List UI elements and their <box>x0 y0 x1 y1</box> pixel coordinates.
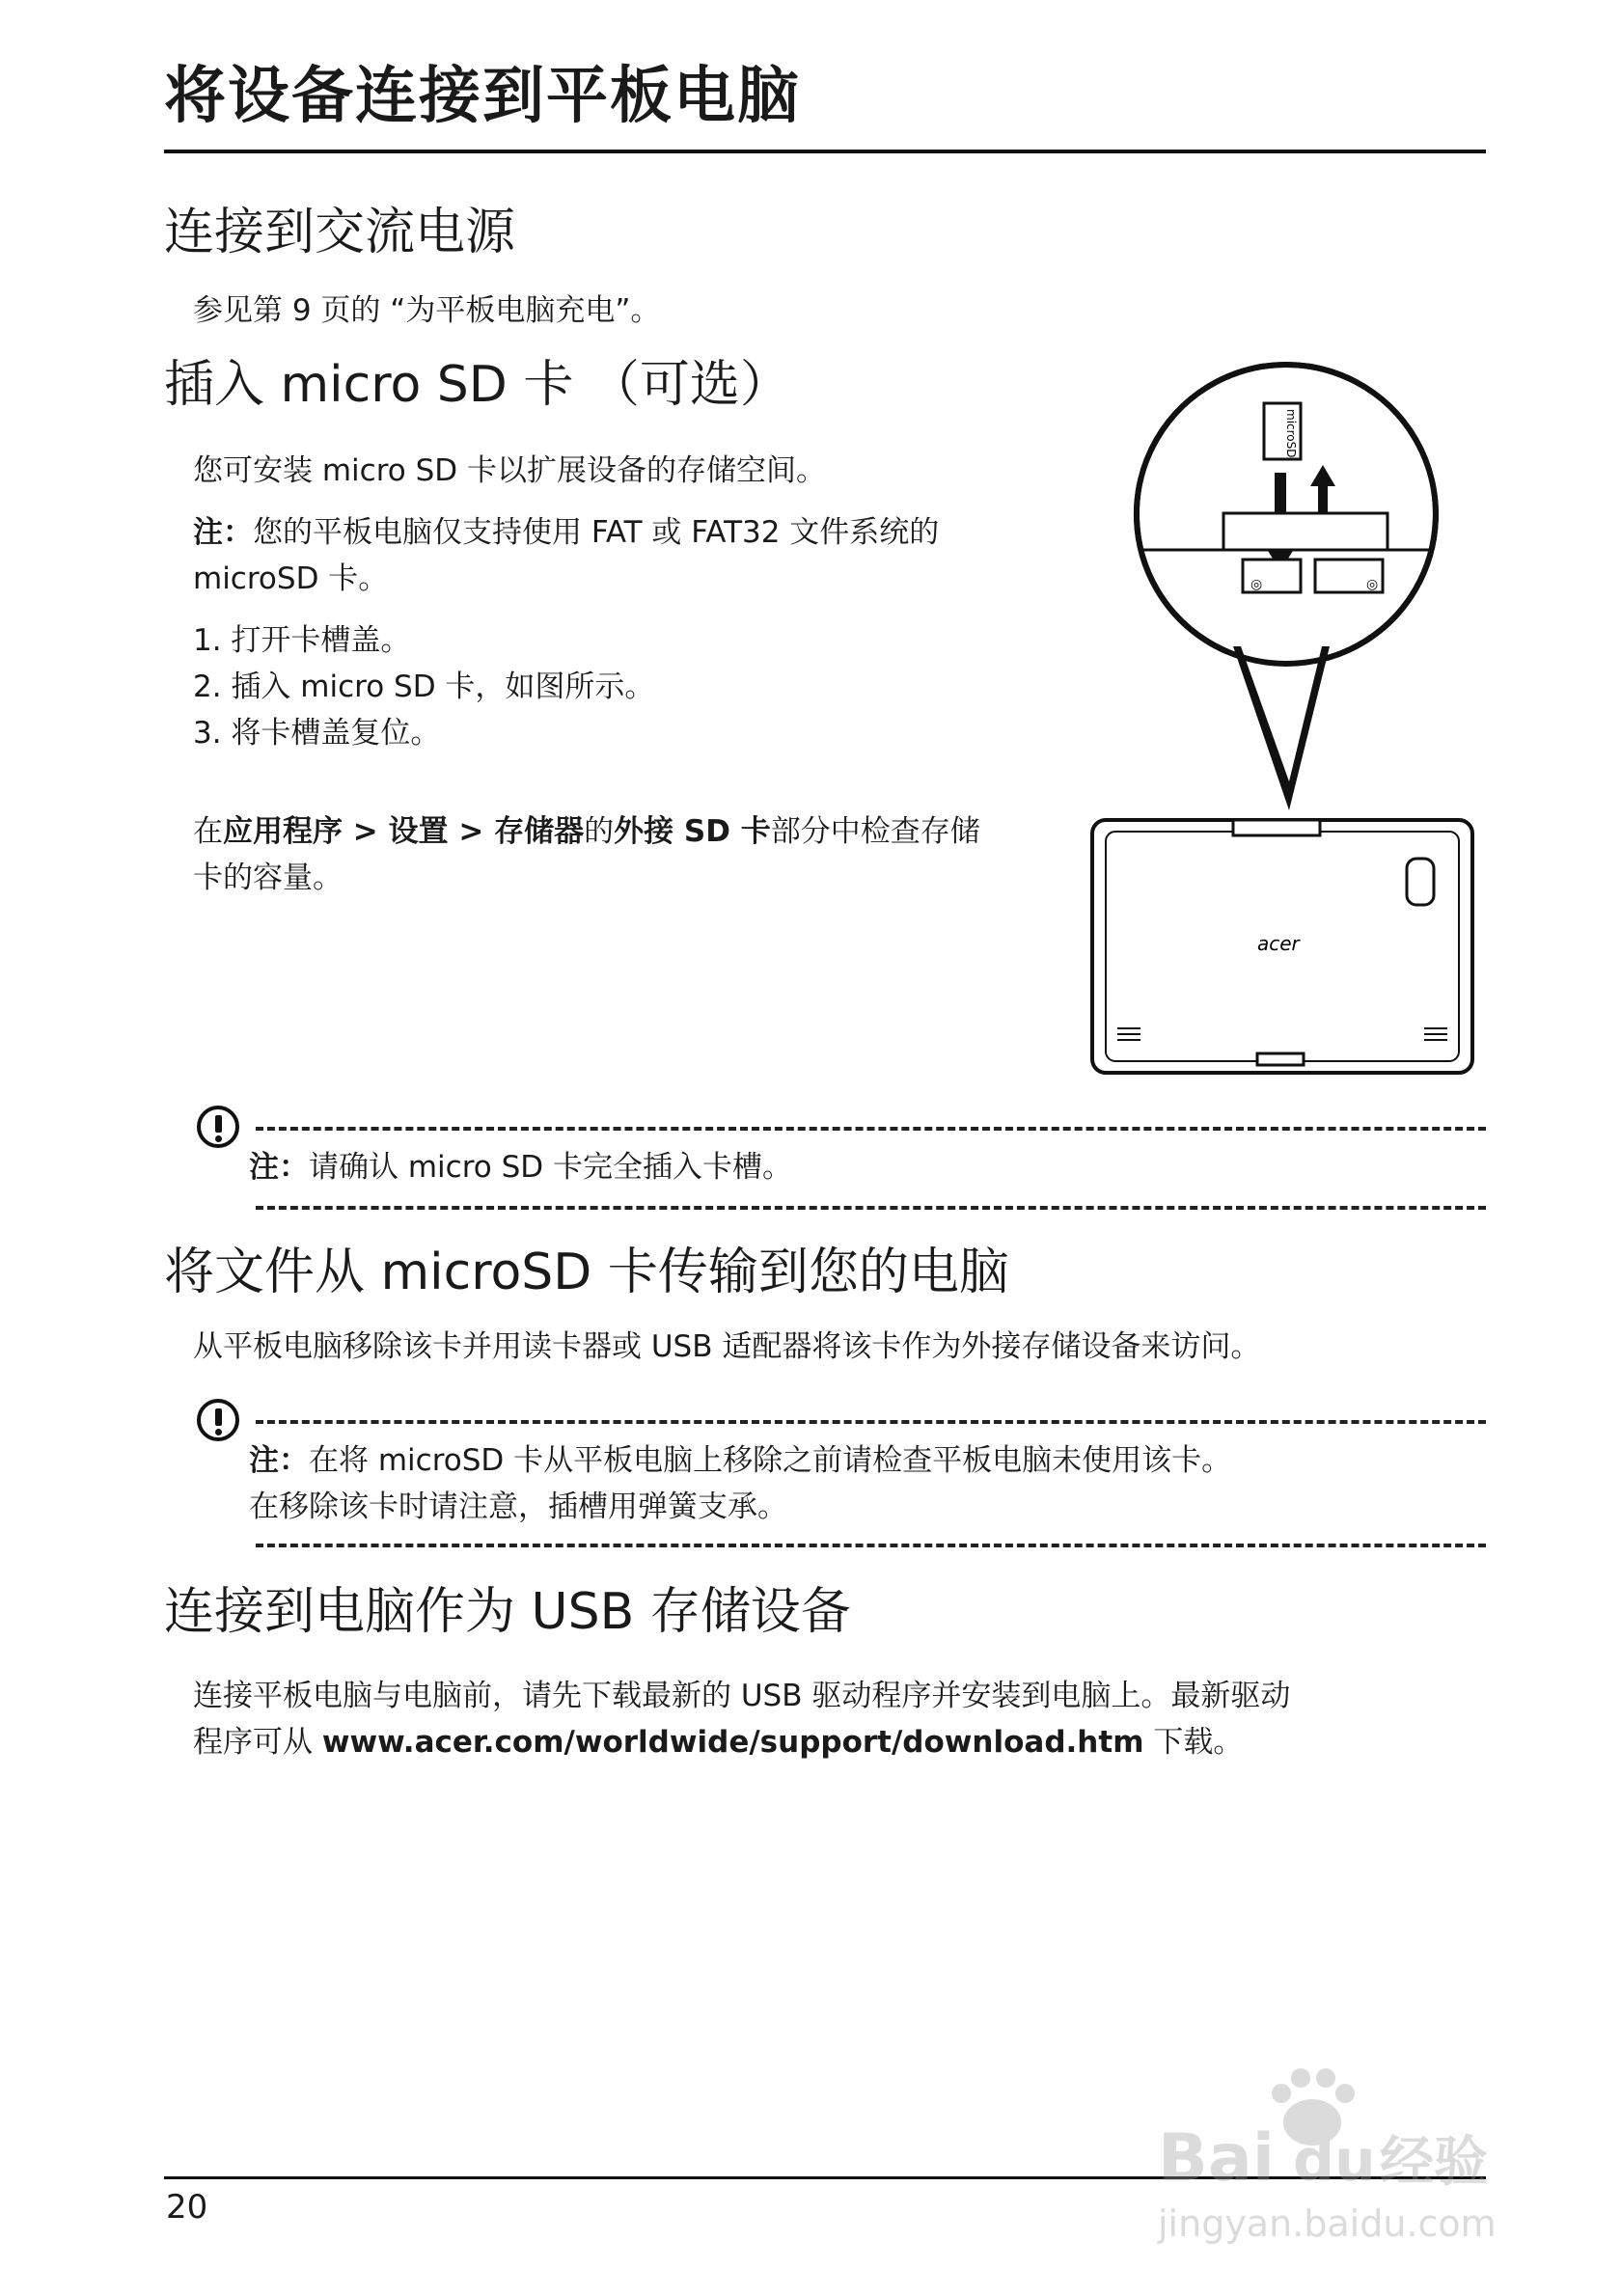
watermark-brand: Bai <box>1158 2120 1276 2197</box>
page-number: 20 <box>166 2188 208 2227</box>
path-separator: > <box>448 814 495 849</box>
callout-note-2 <box>249 1437 1231 1530</box>
camera-icon <box>1407 859 1434 905</box>
slot-cover <box>1223 513 1387 550</box>
check-text: 在 <box>193 814 223 849</box>
micro-sd-illustration <box>1079 357 1494 1100</box>
callout-note-1 <box>249 1144 792 1190</box>
download-url[interactable]: www.acer.com/worldwide/support/download.htm <box>321 1725 1144 1760</box>
check-text: 的 <box>584 814 615 849</box>
note-label: 注： <box>249 1443 309 1478</box>
tablet-logo: acer <box>1257 932 1300 955</box>
section-heading-transfer: 将文件从 microSD 卡传输到您的电脑 <box>164 1244 1009 1301</box>
path-separator: > <box>343 814 389 849</box>
section-heading-usb: 连接到电脑作为 USB 存储设备 <box>164 1583 851 1641</box>
section-body-transfer: 从平板电脑移除该卡并用读卡器或 USB 适配器将该卡作为外接存储设备来访问。 <box>193 1329 1261 1364</box>
callout-text: 请确认 micro SD 卡完全插入卡槽。 <box>309 1150 792 1185</box>
page-title: 将设备连接到平板电脑 <box>164 61 801 132</box>
usb-text: 下载。 <box>1143 1725 1244 1760</box>
exclamation-circle-icon <box>197 1399 239 1441</box>
step-list <box>193 617 654 756</box>
card-label: microSD <box>1284 409 1298 458</box>
tablet-slot <box>1233 820 1320 835</box>
callout-rule-bottom <box>256 1206 1486 1210</box>
step-item: 1. 打开卡槽盖。 <box>193 623 411 658</box>
usb-text: 连接平板电脑与电脑前，请先下载最新的 USB 驱动程序并安装到电脑上。最新驱动 <box>193 1679 1291 1713</box>
menu-path-apps: 应用程序 <box>223 814 343 849</box>
micro-sd-intro: 您可安装 micro SD 卡以扩展设备的存储空间。 <box>193 453 826 488</box>
usb-text: 程序可从 <box>193 1725 322 1760</box>
slot-marker: ◎ <box>1366 577 1379 592</box>
check-text: 卡的容量。 <box>193 861 343 895</box>
note-label: 注： <box>193 515 253 550</box>
menu-path-storage: 存储器 <box>494 814 585 849</box>
section-body-usb <box>193 1673 1290 1765</box>
callout-rule-bottom <box>256 1544 1486 1547</box>
watermark-cn: 经验 <box>1380 2131 1488 2194</box>
capacity-check-text <box>193 808 980 901</box>
exclamation-circle-icon <box>197 1106 239 1148</box>
callout-rule-top <box>256 1127 1486 1131</box>
watermark-url: jingyan.baidu.com <box>1158 2202 1497 2245</box>
note-text-line2: microSD 卡。 <box>193 561 389 596</box>
callout-text: 在将 microSD 卡从平板电脑上移除之前请检查平板电脑未使用该卡。 <box>309 1443 1232 1478</box>
baidu-watermark <box>1139 2064 1544 2257</box>
step-item: 3. 将卡槽盖复位。 <box>193 716 441 751</box>
note-text-line1: 您的平板电脑仅支持使用 FAT 或 FAT32 文件系统的 <box>253 515 940 550</box>
micro-sd-note <box>193 509 939 602</box>
section-heading-ac-power: 连接到交流电源 <box>164 204 516 261</box>
section-heading-micro-sd: 插入 micro SD 卡 （可选） <box>164 356 790 414</box>
watermark-brand-2: du <box>1293 2127 1376 2195</box>
slot-marker: ◎ <box>1250 577 1263 592</box>
callout-text: 在移除该卡时请注意，插槽用弹簧支承。 <box>249 1490 787 1524</box>
step-item: 2. 插入 micro SD 卡，如图所示。 <box>193 670 655 704</box>
title-rule <box>164 150 1486 153</box>
check-text: 部分中检查存储 <box>770 814 980 849</box>
callout-rule-top <box>256 1420 1486 1424</box>
menu-path-settings: 设置 <box>388 814 449 849</box>
dock-connector <box>1257 1053 1304 1065</box>
section-body-ac-power: 参见第 9 页的 “为平板电脑充电”。 <box>193 293 661 328</box>
menu-path-external-sd: 外接 SD 卡 <box>614 814 771 849</box>
note-label: 注： <box>249 1150 309 1185</box>
